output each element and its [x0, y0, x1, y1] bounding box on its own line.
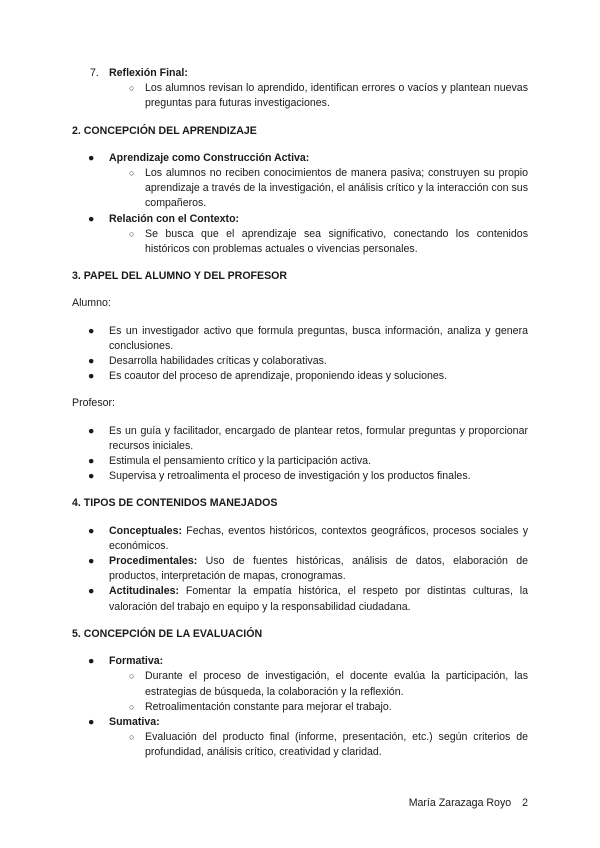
sub-bullet: [72, 669, 528, 699]
item-label: Reflexión Final:: [109, 67, 188, 79]
item-label: Sumativa:: [109, 715, 160, 728]
bullet-text: Es un investigador activo que formula preguntas, busca información, analiza y genera conclusiones.: [109, 324, 528, 352]
sub-bullet: [72, 81, 528, 111]
alumno-label: Alumno:: [72, 297, 111, 310]
sub-bullet: [72, 227, 528, 257]
bullet-icon: ●: [88, 585, 95, 598]
bullet-icon: ●: [88, 212, 95, 225]
item-text: Uso de fuentes históricas, análisis de datos, elaboración de productos, interpretación de mapas, cronogramas.: [109, 555, 528, 583]
item-text: Fomentar la empatía histórica, el respeto por distintas culturas, la valoración del trabajo en equipo y la responsabilidad ciudadana.: [109, 585, 528, 613]
bullet-item: [72, 584, 528, 614]
item-label: Actitudinales:: [109, 585, 180, 598]
section-heading-3: 3. PAPEL DEL ALUMNO Y DEL PROFESOR: [72, 270, 288, 283]
item-label: Formativa:: [109, 655, 164, 668]
page-footer: [409, 796, 528, 811]
bullet-item: [72, 469, 528, 484]
bullet-icon: ●: [88, 324, 95, 337]
sub-bullet-text: Los alumnos revisan lo aprendido, identifican errores o vacíos y plantean nuevas preguntas para futuras investigaciones.: [145, 82, 528, 110]
bullet-text: Es coautor del proceso de aprendizaje, proponiendo ideas y soluciones.: [109, 370, 448, 383]
profesor-label: Profesor:: [72, 397, 115, 410]
bullet-text: Desarrolla habilidades críticas y colaborativas.: [109, 355, 327, 368]
bullet-icon: ●: [88, 370, 95, 383]
bullet-item: [72, 424, 528, 454]
bullet-text: Es un guía y facilitador, encargado de plantear retos, formular preguntas y proporcionar recursos iniciales.: [109, 424, 528, 452]
sub-bullet: [72, 730, 528, 760]
circle-bullet-icon: ○: [129, 732, 135, 743]
bullet-item: [72, 354, 528, 369]
circle-bullet-icon: ○: [129, 228, 135, 239]
item-number: 7.: [90, 67, 99, 79]
circle-bullet-icon: ○: [129, 83, 135, 94]
bullet-item: [72, 324, 528, 354]
bullet-icon: ●: [88, 355, 95, 368]
bullet-item: [72, 554, 528, 584]
bullet-icon: ●: [88, 424, 95, 437]
bullet-icon: ●: [88, 555, 95, 568]
bullet-item: [72, 151, 528, 166]
section-heading-5: 5. CONCEPCIÓN DE LA EVALUACIÓN: [72, 627, 263, 640]
numbered-item-reflexion: [72, 66, 528, 81]
item-label: Relación con el Contexto:: [109, 212, 240, 225]
bullet-icon: ●: [88, 655, 95, 668]
sub-bullet: [72, 166, 528, 212]
section-heading-2: 2. CONCEPCIÓN DEL APRENDIZAJE: [72, 124, 257, 137]
sub-bullet-text: Evaluación del producto final (informe, presentación, etc.) según criterios de profundidad, análisis crítico, creatividad y claridad.: [145, 731, 528, 759]
section-heading-4: 4. TIPOS DE CONTENIDOS MANEJADOS: [72, 497, 278, 510]
item-label: Procedimentales:: [109, 555, 198, 568]
circle-bullet-icon: ○: [129, 701, 135, 712]
bullet-item: [72, 715, 528, 730]
bullet-item: [72, 654, 528, 669]
bullet-item: [72, 454, 528, 469]
bullet-icon: ●: [88, 524, 95, 537]
sub-bullet-text: Se busca que el aprendizaje sea significativo, conectando los contenidos históricos con problemas actuales o vivencias personales.: [145, 227, 528, 256]
bullet-icon: ●: [88, 151, 95, 164]
bullet-item: [72, 212, 528, 227]
sub-bullet-text: Los alumnos no reciben conocimientos de manera pasiva; construyen su propio aprendizaje a través de la investigación, el análisis crítico y la interacción con sus compañeros.: [145, 167, 528, 210]
footer-author: María Zarazaga Royo: [408, 797, 512, 809]
sub-bullet-text: Durante el proceso de investigación, el docente evalúa la participación, las estrategias de búsqueda, la colaboración y la reflexión.: [145, 670, 528, 698]
sub-bullet-text: Retroalimentación constante para mejorar el trabajo.: [145, 700, 392, 713]
bullet-item: [72, 369, 528, 384]
bullet-icon: ●: [88, 455, 95, 468]
circle-bullet-icon: ○: [129, 168, 135, 179]
sub-bullet: [72, 700, 528, 715]
bullet-item: [72, 524, 528, 554]
bullet-icon: ●: [88, 715, 95, 728]
bullet-text: Estimula el pensamiento crítico y la participación activa.: [109, 455, 372, 468]
bullet-text: Supervisa y retroalimenta el proceso de investigación y los productos finales.: [109, 470, 471, 483]
item-label: Conceptuales:: [109, 524, 182, 537]
item-label: Aprendizaje como Construcción Activa:: [109, 151, 310, 164]
bullet-icon: ●: [88, 470, 95, 483]
document-page: [72, 66, 528, 761]
page-number: 2: [522, 797, 528, 809]
circle-bullet-icon: ○: [129, 671, 135, 682]
item-text: Fechas, eventos históricos, contextos geográficos, procesos sociales y económicos.: [109, 524, 528, 552]
